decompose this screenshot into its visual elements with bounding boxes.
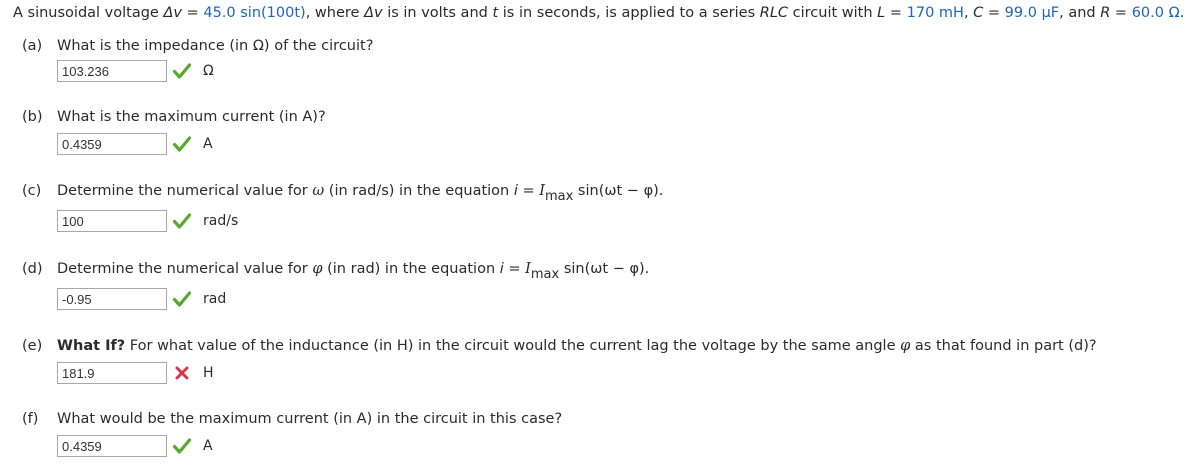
answer-input-f[interactable]: [57, 435, 167, 457]
omega-symbol: ω: [312, 183, 325, 199]
part-letter: (a): [22, 38, 43, 54]
intro-text: =: [983, 5, 1005, 21]
part-letter: (e): [22, 338, 43, 354]
intro-text: circuit with: [788, 5, 878, 21]
intro-text: is in volts and: [382, 5, 493, 21]
question-f: [22, 411, 562, 427]
unit-label: rad/s: [203, 213, 239, 229]
delta-v-symbol: Δv: [163, 5, 182, 21]
resistance-value: 60.0 Ω: [1131, 5, 1180, 21]
question-text: (in rad/s) in the equation: [324, 183, 514, 199]
intro-text: =: [885, 5, 907, 21]
imax-symbol: I: [539, 183, 545, 199]
current-symbol: i: [499, 261, 504, 277]
part-letter: (b): [22, 109, 43, 125]
question-text: (in rad) in the equation: [322, 261, 500, 277]
unit-label: H: [203, 365, 214, 381]
unit-label: A: [203, 438, 213, 454]
question-b: [22, 109, 326, 125]
question-c: [22, 183, 663, 204]
checkmark-icon: [171, 288, 193, 310]
part-letter: (d): [22, 261, 43, 277]
answer-input-c[interactable]: [57, 210, 167, 232]
delta-v-symbol: Δv: [364, 5, 383, 21]
intro-text: , and: [1059, 5, 1101, 21]
capacitance-value: 99.0 µF: [1004, 5, 1060, 21]
answer-row-a: [57, 60, 214, 82]
answer-input-d[interactable]: [57, 288, 167, 310]
equation-text: sin(ωt − φ).: [559, 261, 650, 277]
problem-statement: [13, 5, 1184, 21]
unit-label: rad: [203, 291, 227, 307]
question-text: Determine the numerical value for: [57, 183, 313, 199]
resistance-symbol: R: [1100, 5, 1111, 21]
capacitance-symbol: C: [973, 5, 984, 21]
intro-text: =: [181, 5, 204, 21]
question-text: =: [517, 183, 540, 199]
answer-input-e[interactable]: [57, 362, 167, 384]
question-a: [22, 38, 373, 54]
what-if-label: What If?: [57, 338, 126, 354]
voltage-expression: 45.0 sin(100t): [203, 5, 306, 21]
intro-text: .: [1179, 5, 1185, 21]
inductance-value: 170 mH: [906, 5, 964, 21]
question-d: [22, 261, 649, 282]
answer-row-e: [57, 362, 214, 384]
max-subscript: max: [545, 189, 574, 204]
phi-symbol: φ: [312, 261, 323, 277]
max-subscript: max: [530, 267, 560, 282]
equation-text: sin(ωt − φ).: [573, 183, 664, 199]
t-variable: t: [492, 5, 499, 21]
question-text: What is the impedance (in Ω) of the circuit?: [57, 38, 374, 54]
answer-input-b[interactable]: [57, 133, 167, 155]
intro-text: ,: [963, 5, 974, 21]
imax-symbol: I: [525, 261, 531, 277]
checkmark-icon: [171, 210, 193, 232]
x-mark-icon: [171, 362, 193, 384]
answer-row-c: [57, 210, 238, 232]
checkmark-icon: [171, 60, 193, 82]
rlc-label: RLC: [759, 5, 789, 21]
question-e: [22, 338, 1097, 354]
answer-row-b: [57, 133, 213, 155]
checkmark-icon: [171, 435, 193, 457]
question-text: =: [503, 261, 526, 277]
intro-text: is in seconds, is applied to a series: [498, 5, 760, 21]
answer-input-a[interactable]: [57, 60, 167, 82]
question-text: as that found in part (d)?: [910, 338, 1097, 354]
intro-text: A sinusoidal voltage: [13, 5, 164, 21]
question-text: For what value of the inductance (in H) in the circuit would the current lag the voltage by the same angle: [125, 338, 901, 354]
part-letter: (f): [22, 411, 39, 427]
inductance-symbol: L: [877, 5, 886, 21]
answer-row-d: [57, 288, 226, 310]
answer-row-f: [57, 435, 213, 457]
checkmark-icon: [171, 133, 193, 155]
intro-text: =: [1110, 5, 1132, 21]
unit-label: Ω: [203, 63, 214, 79]
question-text: Determine the numerical value for: [57, 261, 313, 277]
question-text: What is the maximum current (in A)?: [57, 109, 326, 125]
unit-label: A: [203, 136, 213, 152]
current-symbol: i: [513, 183, 518, 199]
part-letter: (c): [22, 183, 42, 199]
question-text: What would be the maximum current (in A) in the circuit in this case?: [57, 411, 563, 427]
intro-text: , where: [305, 5, 365, 21]
phi-symbol: φ: [900, 338, 911, 354]
